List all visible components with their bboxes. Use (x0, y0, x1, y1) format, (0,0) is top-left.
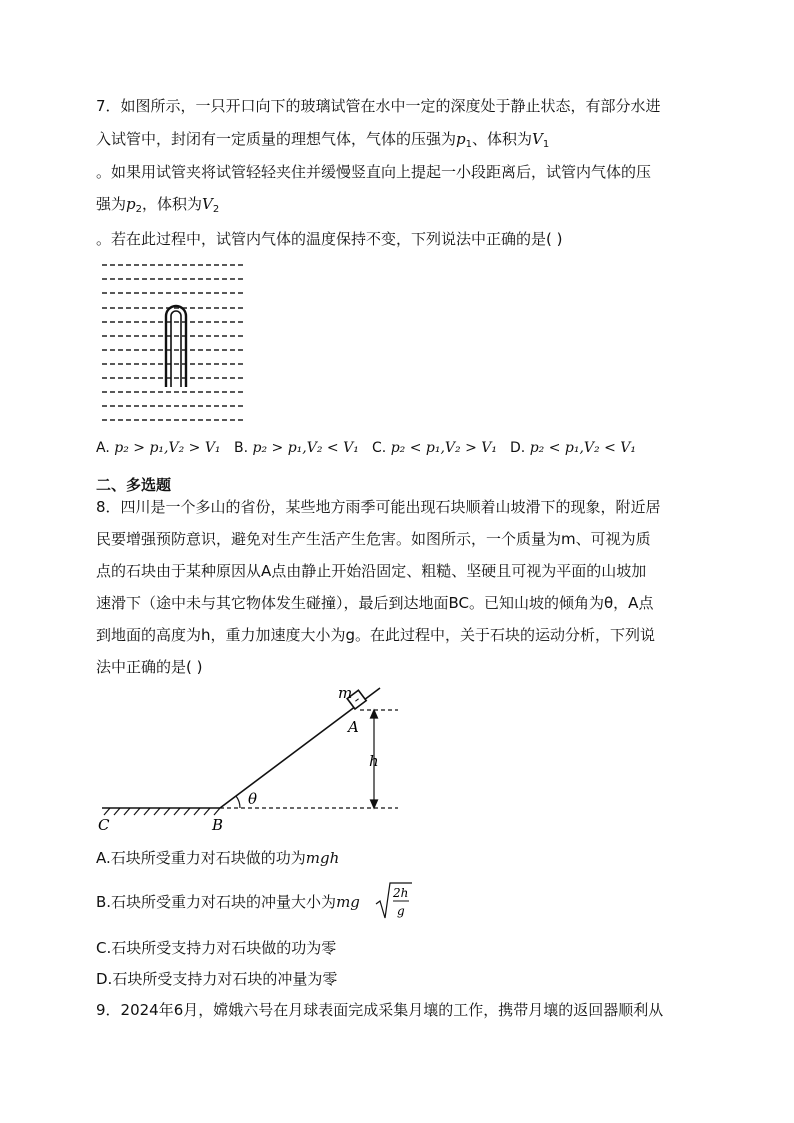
q8-option-b: B.石块所受重力对石块的冲量大小为mg (96, 893, 360, 911)
q7-line-4: 强为$p_2$，体积为$V_2$ (96, 195, 220, 215)
q7-line-3: 。如果用试管夹将试管轻轻夹住并缓慢竖直向上提起一小段距离后，试管内气体的压 (96, 163, 652, 181)
q8-line-4: 速滑下（途中未与其它物体发生碰撞），最后到达地面BC。已知山坡的倾角为θ，A点 (96, 594, 654, 612)
q7-test-tube-figure (96, 256, 256, 426)
q8-line-6: 法中正确的是( ) (96, 658, 203, 676)
section-title: 二、多选题 (96, 476, 172, 494)
sqrt-expression (374, 880, 414, 922)
label-m: m (338, 684, 353, 702)
label-h: h (369, 752, 379, 770)
q7-option-d: D. p₂ < p₁,V₂ < V₁ (510, 440, 636, 456)
q7-line-5: 。若在此过程中，试管内气体的温度保持不变，下列说法中正确的是( ) (96, 230, 563, 248)
q9-line-1: 9．2024年6月，嫦娥六号在月球表面完成采集月壤的工作，携带月壤的返回器顺利从 (96, 1001, 664, 1019)
water-lines (102, 265, 246, 420)
q7-line-2: 入试管中，封闭有一定质量的理想气体，气体的压强为$p_1$、体积为$V_1$ (96, 130, 550, 150)
label-c: C (98, 816, 110, 834)
q7-option-b: B. p₂ > p₁,V₂ < V₁ (234, 440, 359, 456)
q7-option-a: A. p₂ > p₁,V₂ > V₁ (96, 440, 221, 456)
label-b: B (212, 816, 224, 834)
q7-line-1: 7．如图所示，一只开口向下的玻璃试管在水中一定的深度处于静止状态，有部分水进 (96, 97, 661, 115)
q8-option-c: C.石块所受支持力对石块做的功为零 (96, 939, 337, 957)
q8-line-3: 点的石块由于某种原因从A点由静止开始沿固定、粗糙、坚硬且可视为平面的山坡加 (96, 562, 647, 580)
label-theta: θ (248, 790, 258, 808)
fraction-denominator: g (397, 904, 405, 918)
q8-option-a: A.石块所受重力对石块做的功为mgh (96, 849, 340, 867)
q8-line-2: 民要增强预防意识，避免对生产生活产生危害。如图所示，一个质量为m、可视为质 (96, 530, 651, 548)
angle-arc (236, 796, 240, 808)
ground-hatch (104, 808, 220, 815)
fraction-numerator: 2h (393, 886, 409, 900)
q8-line-5: 到地面的高度为h，重力加速度大小为g。在此过程中，关于石块的运动分析，下列说 (96, 626, 656, 644)
q8-line-1: 8．四川是一个多山的省份，某些地方雨季可能出现石块顺着山坡滑下的现象，附近居 (96, 498, 661, 516)
q8-slope-figure (96, 680, 416, 840)
label-a: A (348, 718, 359, 736)
test-tube (166, 306, 186, 387)
q8-option-d: D.石块所受支持力对石块的冲量为零 (96, 970, 338, 988)
q7-option-c: C. p₂ < p₁,V₂ > V₁ (372, 440, 497, 456)
